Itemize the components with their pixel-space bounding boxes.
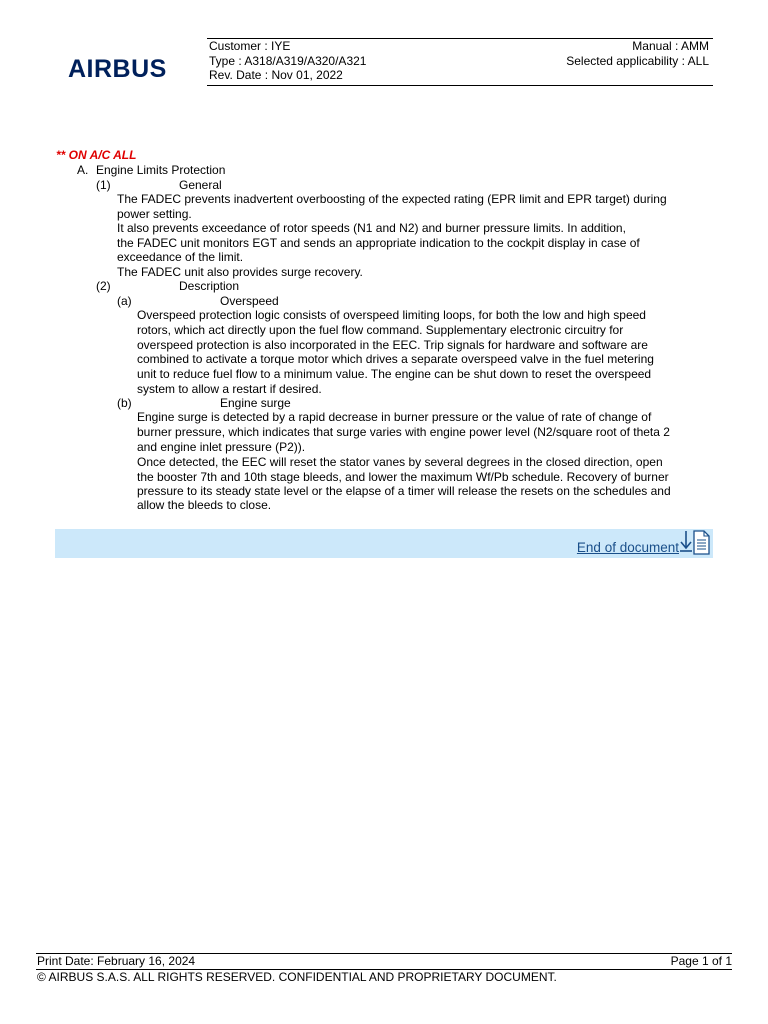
- item-b-number: (b): [117, 396, 132, 410]
- subsection-2-title: Description: [179, 279, 240, 293]
- end-of-document-link[interactable]: End of document: [576, 540, 679, 555]
- paragraph-line: combined to activate a torque motor which drives a separate overspeed valve in the fuel metering: [137, 352, 654, 366]
- item-a-number: (a): [117, 294, 132, 308]
- effectivity-label: ** ON A/C ALL: [56, 148, 137, 162]
- paragraph-line: and engine inlet pressure (P2)).: [137, 440, 306, 454]
- paragraph-line: The FADEC prevents inadvertent overboosting of the expected rating (EPR limit and EPR target) during: [117, 192, 667, 206]
- paragraph-line: pressure to its steady state level or the elapse of a timer will release the resets on the schedules and: [137, 484, 671, 498]
- paragraph-line: rotors, which act directly upon the fuel flow command. Supplementary electronic circuitry for: [137, 323, 624, 337]
- paragraph-line: Once detected, the EEC will reset the stator vanes by several degrees in the closed direction, open: [137, 455, 663, 469]
- rev-date-label: Rev. Date : Nov 01, 2022: [209, 68, 343, 82]
- manual-label: Manual : AMM: [632, 39, 709, 53]
- item-a-title: Overspeed: [220, 294, 279, 308]
- type-label: Type : A318/A319/A320/A321: [209, 53, 367, 68]
- paragraph-line: Engine surge is detected by a rapid decrease in burner pressure or the value of rate of change of: [137, 410, 652, 424]
- page-number-label: Page 1 of 1: [670, 954, 732, 968]
- paragraph-line: overspeed protection is also incorporated in the EEC. Trip signals for hardware and software are: [137, 338, 648, 352]
- paragraph-line: It also prevents exceedance of rotor speeds (N1 and N2) and burner pressure limits. In addition,: [117, 221, 626, 235]
- copyright-notice: © AIRBUS S.A.S. ALL RIGHTS RESERVED. CONFIDENTIAL AND PROPRIETARY DOCUMENT.: [37, 969, 557, 984]
- section-a-title: Engine Limits Protection: [96, 163, 226, 177]
- paragraph-line: power setting.: [117, 207, 192, 221]
- subsection-1-number: (1): [96, 178, 111, 192]
- paragraph-line: burner pressure, which indicates that surge varies with engine power level (N2/square root of theta 2: [137, 425, 670, 439]
- paragraph-line: exceedance of the limit.: [117, 250, 244, 264]
- paragraph-line: The FADEC unit also provides surge recovery.: [117, 265, 363, 279]
- item-b-title: Engine surge: [220, 396, 291, 410]
- print-date-label: Print Date: February 16, 2024: [37, 954, 196, 968]
- document-header: [207, 38, 713, 86]
- paragraph-line: the booster 7th and 10th stage bleeds, and lower the maximum Wf/Pb schedule. Recovery of burner: [137, 470, 669, 484]
- customer-label: Customer : IYE: [209, 39, 291, 53]
- end-of-document-bar: [55, 529, 713, 558]
- paragraph-line: allow the bleeds to close.: [137, 498, 272, 512]
- applicability-label: Selected applicability : ALL: [566, 53, 709, 68]
- paragraph-line: the FADEC unit monitors EGT and sends an appropriate indication to the cockpit display in case of: [117, 236, 640, 250]
- airbus-logo: AIRBUS: [68, 55, 167, 83]
- paragraph-line: system to allow a restart if desired.: [137, 382, 322, 396]
- document-download-icon[interactable]: [677, 530, 711, 559]
- subsection-1-title: General: [179, 178, 222, 192]
- subsection-2-number: (2): [96, 279, 111, 293]
- section-a-number: A.: [77, 163, 89, 177]
- document-footer: [36, 953, 732, 986]
- paragraph-line: Overspeed protection logic consists of overspeed limiting loops, for both the low and high speed: [137, 308, 646, 322]
- paragraph-line: unit to reduce fuel flow to a minimum value. The engine can be shut down to reset the overspeed: [137, 367, 652, 381]
